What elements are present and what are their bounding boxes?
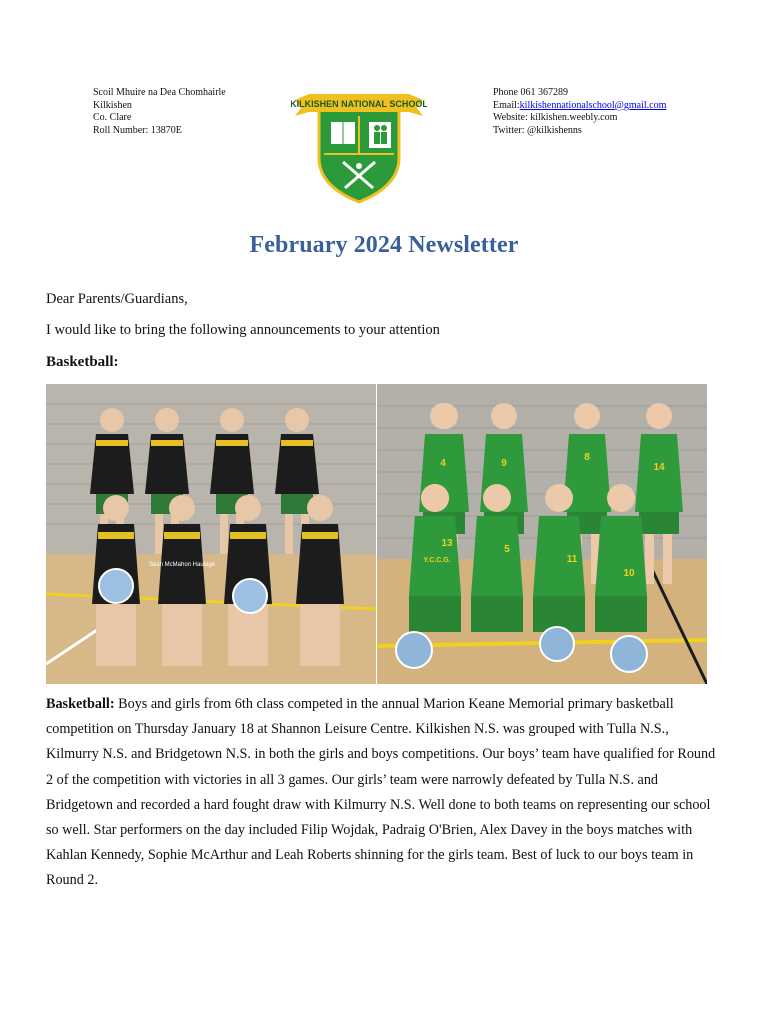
school-crest <box>291 88 427 206</box>
email-link[interactable]: kilkishennationalschool@gmail.com <box>519 99 667 111</box>
website: Website: kilkishen.weebly.com <box>493 112 618 124</box>
article-paragraph <box>46 692 718 894</box>
boys-number-back-4: 14 <box>653 462 665 473</box>
school-county: Co. Clare <box>93 112 132 124</box>
section-heading: Basketball: <box>46 354 119 370</box>
boys-team-photo <box>377 384 707 684</box>
crest-banner-text: KILKISHEN NATIONAL SCHOOL <box>291 99 427 109</box>
newsletter-title: February 2024 Newsletter <box>249 232 519 258</box>
boys-number-back-1: 4 <box>440 458 446 469</box>
school-contact <box>493 87 733 137</box>
greeting: Dear Parents/Guardians, <box>46 291 188 307</box>
boys-shirt-text: Y.C.C.G. <box>423 557 451 564</box>
crest-image <box>291 88 427 206</box>
intro-text: I would like to bring the following announcements to your attention <box>46 322 440 338</box>
twitter-handle: Twitter: @kilkishenns <box>493 124 582 136</box>
girls-sponsor-text: Sean McMahon Haulage <box>148 562 216 568</box>
school-address <box>93 87 283 137</box>
boys-number-back-3: 8 <box>584 452 590 463</box>
boys-number-front-4: 10 <box>623 568 635 579</box>
boys-number-back-2: 9 <box>501 458 507 469</box>
email-line <box>493 100 733 113</box>
phone-number: Phone 061 367289 <box>493 87 568 98</box>
roll-number: Roll Number: 13870E <box>93 124 182 136</box>
email-label: Email: <box>493 99 520 111</box>
article-body: Boys and girls from 6th class competed in the annual Marion Keane Memorial primary basketball competition on Thursday January 18 at Shannon Leisure Centre. Kilkishen N.S. was grouped with Tulla N.S., Kilmurry N.S. and Bridgetown N.S. in both the girls and boys competitions. Our boys’ team have qualified for Round 2 of the competition with victories in all 3 games. Our girls’ team were narrowly defeated by Tulla N.S. and Bridgetown and recorded a hard fought draw with Kilmurry N.S. Well done to both teams on representing our school so well. Star performers on the day included Filip Wojdak, Padraig O'Brien, Alex Davey in the boys matches with Kahlan Kennedy, Sophie McArthur and Leah Roberts shinning for the girls team. Best of luck to our boys team in Round 2. <box>46 696 716 889</box>
article-lead: Basketball: <box>46 696 115 712</box>
school-name-irish: Scoil Mhuire na Dea Chomhairle <box>93 87 226 98</box>
girls-team-photo <box>46 384 376 684</box>
boys-number-front-1: 13 <box>441 538 453 549</box>
boys-number-front-3: 11 <box>566 554 578 565</box>
school-town: Kilkishen <box>93 99 132 111</box>
boys-number-front-2: 5 <box>504 544 510 555</box>
